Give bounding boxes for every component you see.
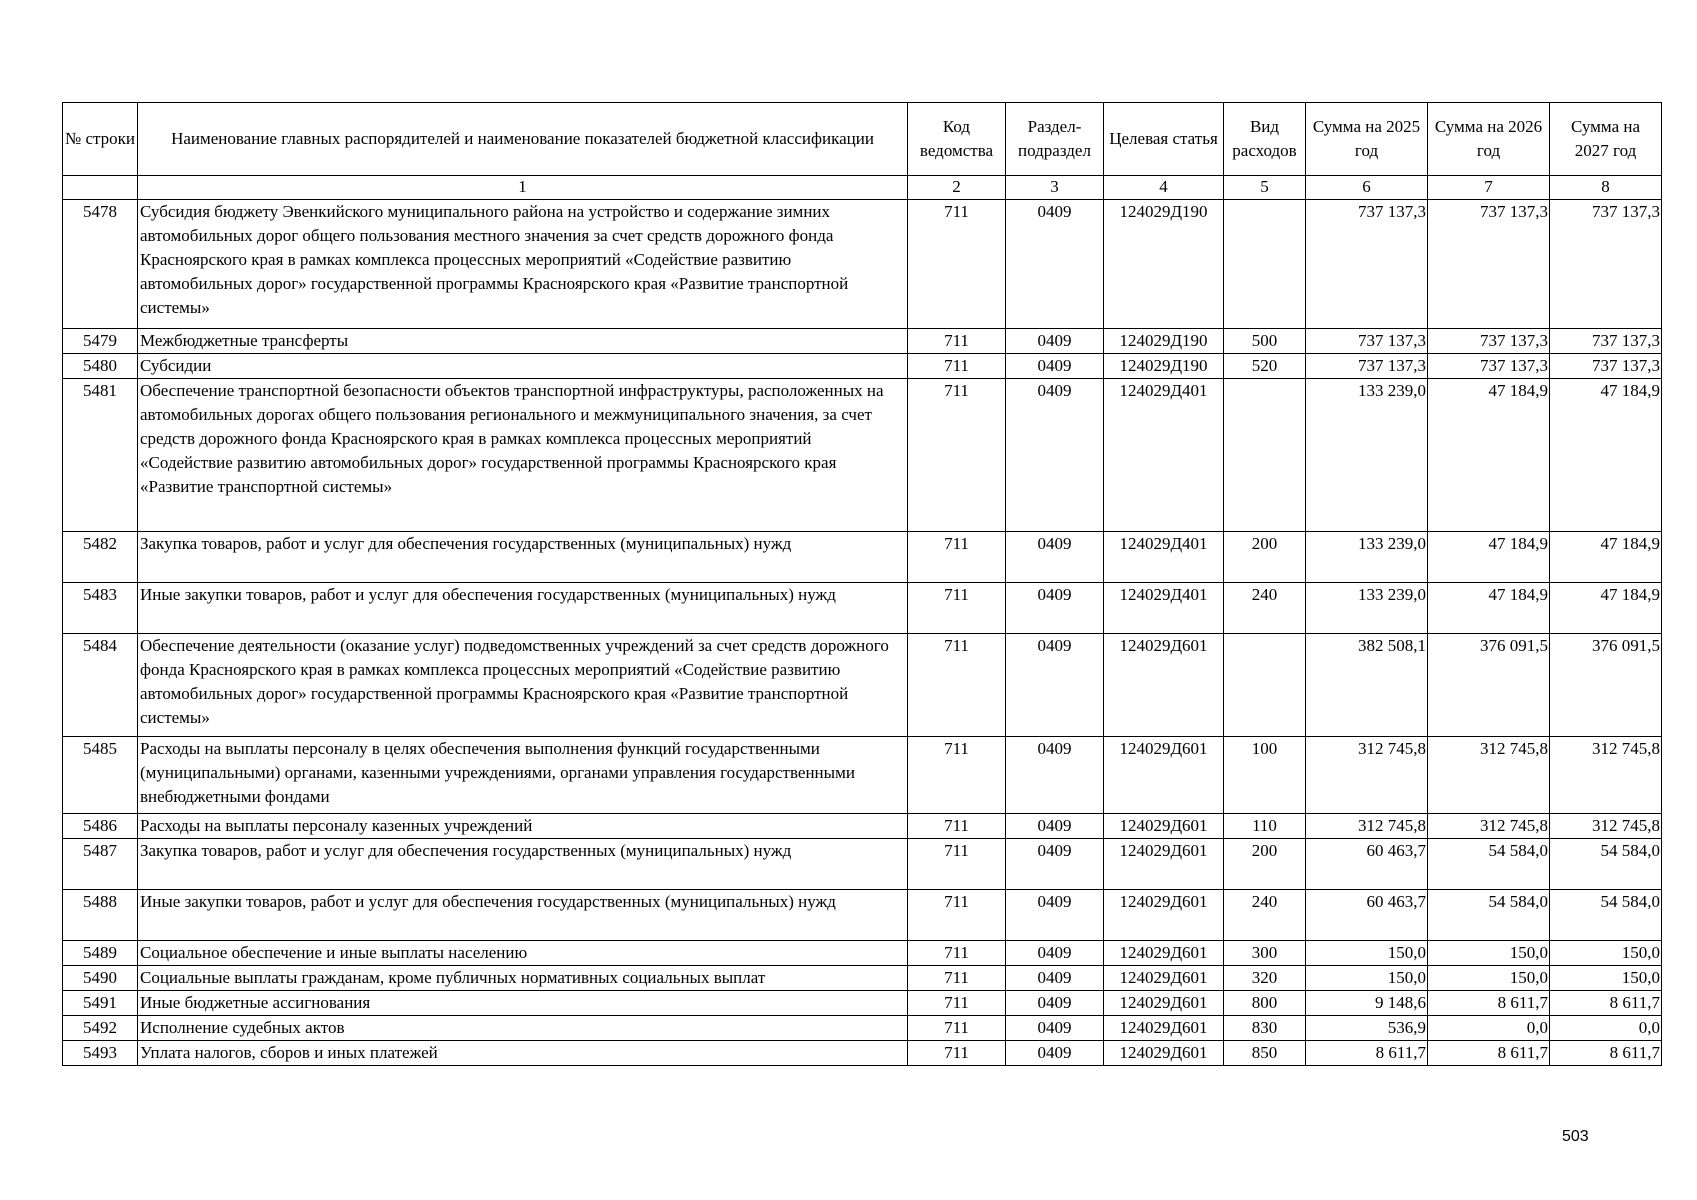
row-sum-2026: 737 137,3 [1428, 329, 1550, 354]
row-expense-kind: 520 [1224, 354, 1306, 379]
row-expense-kind: 200 [1224, 532, 1306, 583]
row-sum-2026: 376 091,5 [1428, 634, 1550, 737]
column-number [63, 176, 138, 200]
budget-table [62, 102, 1662, 1066]
row-dept-code: 711 [908, 329, 1006, 354]
row-section: 0409 [1006, 941, 1104, 966]
row-sum-2026: 150,0 [1428, 941, 1550, 966]
row-name: Иные закупки товаров, работ и услуг для обеспечения государственных (муниципальных) нужд [138, 890, 908, 941]
page-number: 503 [1562, 1128, 1589, 1145]
row-section: 0409 [1006, 634, 1104, 737]
row-dept-code: 711 [908, 890, 1006, 941]
column-number: 8 [1550, 176, 1662, 200]
row-name: Обеспечение деятельности (оказание услуг) подведомственных учреждений за счет средств дорожного фонда Красноярского края в рамках комплекса процессных мероприятий «Содействие развитию автомобильных дорог» государственной программы Красноярского края «Развитие транспортной системы» [138, 634, 908, 737]
row-sum-2025: 60 463,7 [1306, 839, 1428, 890]
row-name: Социальное обеспечение и иные выплаты населению [138, 941, 908, 966]
row-dept-code: 711 [908, 379, 1006, 532]
table-row [63, 354, 1662, 379]
row-name: Обеспечение транспортной безопасности объектов транспортной инфраструктуры, расположенных на автомобильных дорогах общего пользования регионального и межмуниципального значения, за счет средств дорожного фонда Красноярского края в рамках комплекса процессных мероприятий «Содействие развитию автомобильных дорог» государственной программы Красноярского края «Развитие транспортной системы» [138, 379, 908, 532]
row-sum-2025: 312 745,8 [1306, 737, 1428, 814]
row-sum-2027: 737 137,3 [1550, 354, 1662, 379]
row-sum-2026: 312 745,8 [1428, 814, 1550, 839]
row-number: 5485 [63, 737, 138, 814]
row-section: 0409 [1006, 354, 1104, 379]
row-section: 0409 [1006, 532, 1104, 583]
row-sum-2025: 133 239,0 [1306, 583, 1428, 634]
row-target: 124029Д601 [1104, 839, 1224, 890]
row-section: 0409 [1006, 200, 1104, 329]
row-sum-2026: 737 137,3 [1428, 354, 1550, 379]
row-section: 0409 [1006, 329, 1104, 354]
row-dept-code: 711 [908, 814, 1006, 839]
row-section: 0409 [1006, 583, 1104, 634]
row-section: 0409 [1006, 814, 1104, 839]
row-section: 0409 [1006, 890, 1104, 941]
row-target: 124029Д601 [1104, 991, 1224, 1016]
row-sum-2026: 47 184,9 [1428, 532, 1550, 583]
table-row [63, 1016, 1662, 1041]
row-dept-code: 711 [908, 1041, 1006, 1066]
header-kind: Вид расходов [1224, 103, 1306, 176]
header-sum-2025: Сумма на 2025 год [1306, 103, 1428, 176]
row-sum-2027: 47 184,9 [1550, 532, 1662, 583]
row-target: 124029Д401 [1104, 532, 1224, 583]
row-number: 5478 [63, 200, 138, 329]
row-sum-2025: 737 137,3 [1306, 200, 1428, 329]
row-sum-2025: 9 148,6 [1306, 991, 1428, 1016]
row-expense-kind: 100 [1224, 737, 1306, 814]
row-sum-2026: 47 184,9 [1428, 379, 1550, 532]
row-name: Иные бюджетные ассигнования [138, 991, 908, 1016]
row-target: 124029Д190 [1104, 354, 1224, 379]
row-sum-2025: 8 611,7 [1306, 1041, 1428, 1066]
row-sum-2025: 536,9 [1306, 1016, 1428, 1041]
row-section: 0409 [1006, 1041, 1104, 1066]
row-section: 0409 [1006, 839, 1104, 890]
header-sum-2027: Сумма на 2027 год [1550, 103, 1662, 176]
table-row [63, 532, 1662, 583]
header-target: Целевая статья [1104, 103, 1224, 176]
row-expense-kind: 200 [1224, 839, 1306, 890]
row-sum-2026: 8 611,7 [1428, 991, 1550, 1016]
row-number: 5489 [63, 941, 138, 966]
row-expense-kind [1224, 634, 1306, 737]
row-number: 5484 [63, 634, 138, 737]
row-section: 0409 [1006, 991, 1104, 1016]
row-number: 5482 [63, 532, 138, 583]
row-name: Субсидии [138, 354, 908, 379]
row-expense-kind: 240 [1224, 583, 1306, 634]
column-number: 7 [1428, 176, 1550, 200]
row-sum-2026: 54 584,0 [1428, 890, 1550, 941]
table-header-row [63, 103, 1662, 176]
table-row [63, 839, 1662, 890]
row-sum-2027: 47 184,9 [1550, 583, 1662, 634]
row-sum-2026: 8 611,7 [1428, 1041, 1550, 1066]
row-section: 0409 [1006, 1016, 1104, 1041]
row-sum-2025: 737 137,3 [1306, 354, 1428, 379]
row-expense-kind: 850 [1224, 1041, 1306, 1066]
row-dept-code: 711 [908, 839, 1006, 890]
row-name: Закупка товаров, работ и услуг для обеспечения государственных (муниципальных) нужд [138, 532, 908, 583]
table-row [63, 941, 1662, 966]
row-sum-2027: 8 611,7 [1550, 991, 1662, 1016]
row-target: 124029Д601 [1104, 814, 1224, 839]
row-number: 5491 [63, 991, 138, 1016]
row-sum-2025: 150,0 [1306, 941, 1428, 966]
row-sum-2027: 0,0 [1550, 1016, 1662, 1041]
column-number: 1 [138, 176, 908, 200]
row-section: 0409 [1006, 379, 1104, 532]
row-number: 5480 [63, 354, 138, 379]
table-row [63, 966, 1662, 991]
row-name: Субсидия бюджету Эвенкийского муниципального района на устройство и содержание зимних автомобильных дорог общего пользования местного значения за счет средств дорожного фонда Красноярского края в рамках комплекса процессных мероприятий «Содействие развитию автомобильных дорог» государственной программы Красноярского края «Развитие транспортной системы» [138, 200, 908, 329]
row-number: 5493 [63, 1041, 138, 1066]
row-target: 124029Д601 [1104, 634, 1224, 737]
header-num: № строки [63, 103, 138, 176]
row-sum-2026: 54 584,0 [1428, 839, 1550, 890]
row-sum-2027: 376 091,5 [1550, 634, 1662, 737]
row-sum-2027: 150,0 [1550, 966, 1662, 991]
column-number: 3 [1006, 176, 1104, 200]
table-row [63, 200, 1662, 329]
row-target: 124029Д601 [1104, 941, 1224, 966]
row-target: 124029Д601 [1104, 966, 1224, 991]
column-number-row [63, 176, 1662, 200]
row-target: 124029Д601 [1104, 737, 1224, 814]
row-sum-2026: 150,0 [1428, 966, 1550, 991]
row-name: Иные закупки товаров, работ и услуг для обеспечения государственных (муниципальных) нужд [138, 583, 908, 634]
header-sum-2026: Сумма на 2026 год [1428, 103, 1550, 176]
table-row [63, 329, 1662, 354]
row-sum-2025: 382 508,1 [1306, 634, 1428, 737]
row-target: 124029Д401 [1104, 379, 1224, 532]
row-dept-code: 711 [908, 1016, 1006, 1041]
row-target: 124029Д601 [1104, 1041, 1224, 1066]
table-row [63, 737, 1662, 814]
row-sum-2026: 312 745,8 [1428, 737, 1550, 814]
row-expense-kind [1224, 200, 1306, 329]
row-sum-2027: 54 584,0 [1550, 890, 1662, 941]
row-expense-kind [1224, 379, 1306, 532]
row-number: 5481 [63, 379, 138, 532]
column-number: 2 [908, 176, 1006, 200]
row-number: 5487 [63, 839, 138, 890]
row-dept-code: 711 [908, 583, 1006, 634]
row-target: 124029Д601 [1104, 1016, 1224, 1041]
table-row [63, 634, 1662, 737]
row-number: 5486 [63, 814, 138, 839]
row-number: 5490 [63, 966, 138, 991]
row-section: 0409 [1006, 737, 1104, 814]
row-sum-2027: 150,0 [1550, 941, 1662, 966]
row-name: Межбюджетные трансферты [138, 329, 908, 354]
header-section: Раздел-подраздел [1006, 103, 1104, 176]
row-sum-2025: 150,0 [1306, 966, 1428, 991]
row-name: Расходы на выплаты персоналу в целях обеспечения выполнения функций государственными (муниципальными) органами, казенными учреждениями, органами управления государственными внебюджетными фондами [138, 737, 908, 814]
row-name: Уплата налогов, сборов и иных платежей [138, 1041, 908, 1066]
column-number: 5 [1224, 176, 1306, 200]
row-sum-2027: 8 611,7 [1550, 1041, 1662, 1066]
row-expense-kind: 110 [1224, 814, 1306, 839]
row-sum-2027: 312 745,8 [1550, 737, 1662, 814]
row-sum-2027: 312 745,8 [1550, 814, 1662, 839]
row-expense-kind: 240 [1224, 890, 1306, 941]
row-dept-code: 711 [908, 991, 1006, 1016]
header-dept: Код ведомства [908, 103, 1006, 176]
row-dept-code: 711 [908, 966, 1006, 991]
row-number: 5492 [63, 1016, 138, 1041]
row-sum-2027: 47 184,9 [1550, 379, 1662, 532]
row-sum-2025: 312 745,8 [1306, 814, 1428, 839]
row-sum-2027: 737 137,3 [1550, 329, 1662, 354]
row-sum-2025: 133 239,0 [1306, 532, 1428, 583]
row-number: 5488 [63, 890, 138, 941]
row-sum-2025: 737 137,3 [1306, 329, 1428, 354]
table-row [63, 890, 1662, 941]
row-name: Социальные выплаты гражданам, кроме публичных нормативных социальных выплат [138, 966, 908, 991]
column-number: 6 [1306, 176, 1428, 200]
table-row [63, 991, 1662, 1016]
row-target: 124029Д190 [1104, 200, 1224, 329]
row-dept-code: 711 [908, 354, 1006, 379]
row-target: 124029Д401 [1104, 583, 1224, 634]
row-sum-2025: 133 239,0 [1306, 379, 1428, 532]
row-sum-2026: 0,0 [1428, 1016, 1550, 1041]
row-dept-code: 711 [908, 200, 1006, 329]
row-section: 0409 [1006, 966, 1104, 991]
row-dept-code: 711 [908, 532, 1006, 583]
table-row [63, 1041, 1662, 1066]
row-expense-kind: 800 [1224, 991, 1306, 1016]
row-dept-code: 711 [908, 634, 1006, 737]
row-sum-2025: 60 463,7 [1306, 890, 1428, 941]
column-number: 4 [1104, 176, 1224, 200]
row-number: 5483 [63, 583, 138, 634]
row-dept-code: 711 [908, 941, 1006, 966]
row-expense-kind: 830 [1224, 1016, 1306, 1041]
row-expense-kind: 300 [1224, 941, 1306, 966]
table-body [63, 200, 1662, 1066]
row-number: 5479 [63, 329, 138, 354]
row-target: 124029Д190 [1104, 329, 1224, 354]
row-expense-kind: 500 [1224, 329, 1306, 354]
row-expense-kind: 320 [1224, 966, 1306, 991]
row-name: Исполнение судебных актов [138, 1016, 908, 1041]
row-target: 124029Д601 [1104, 890, 1224, 941]
table-row [63, 583, 1662, 634]
row-dept-code: 711 [908, 737, 1006, 814]
table-row [63, 379, 1662, 532]
header-name: Наименование главных распорядителей и наименование показателей бюджетной классификации [138, 103, 908, 176]
row-sum-2027: 54 584,0 [1550, 839, 1662, 890]
row-sum-2026: 47 184,9 [1428, 583, 1550, 634]
table-row [63, 814, 1662, 839]
row-sum-2027: 737 137,3 [1550, 200, 1662, 329]
row-name: Закупка товаров, работ и услуг для обеспечения государственных (муниципальных) нужд [138, 839, 908, 890]
row-name: Расходы на выплаты персоналу казенных учреждений [138, 814, 908, 839]
row-sum-2026: 737 137,3 [1428, 200, 1550, 329]
